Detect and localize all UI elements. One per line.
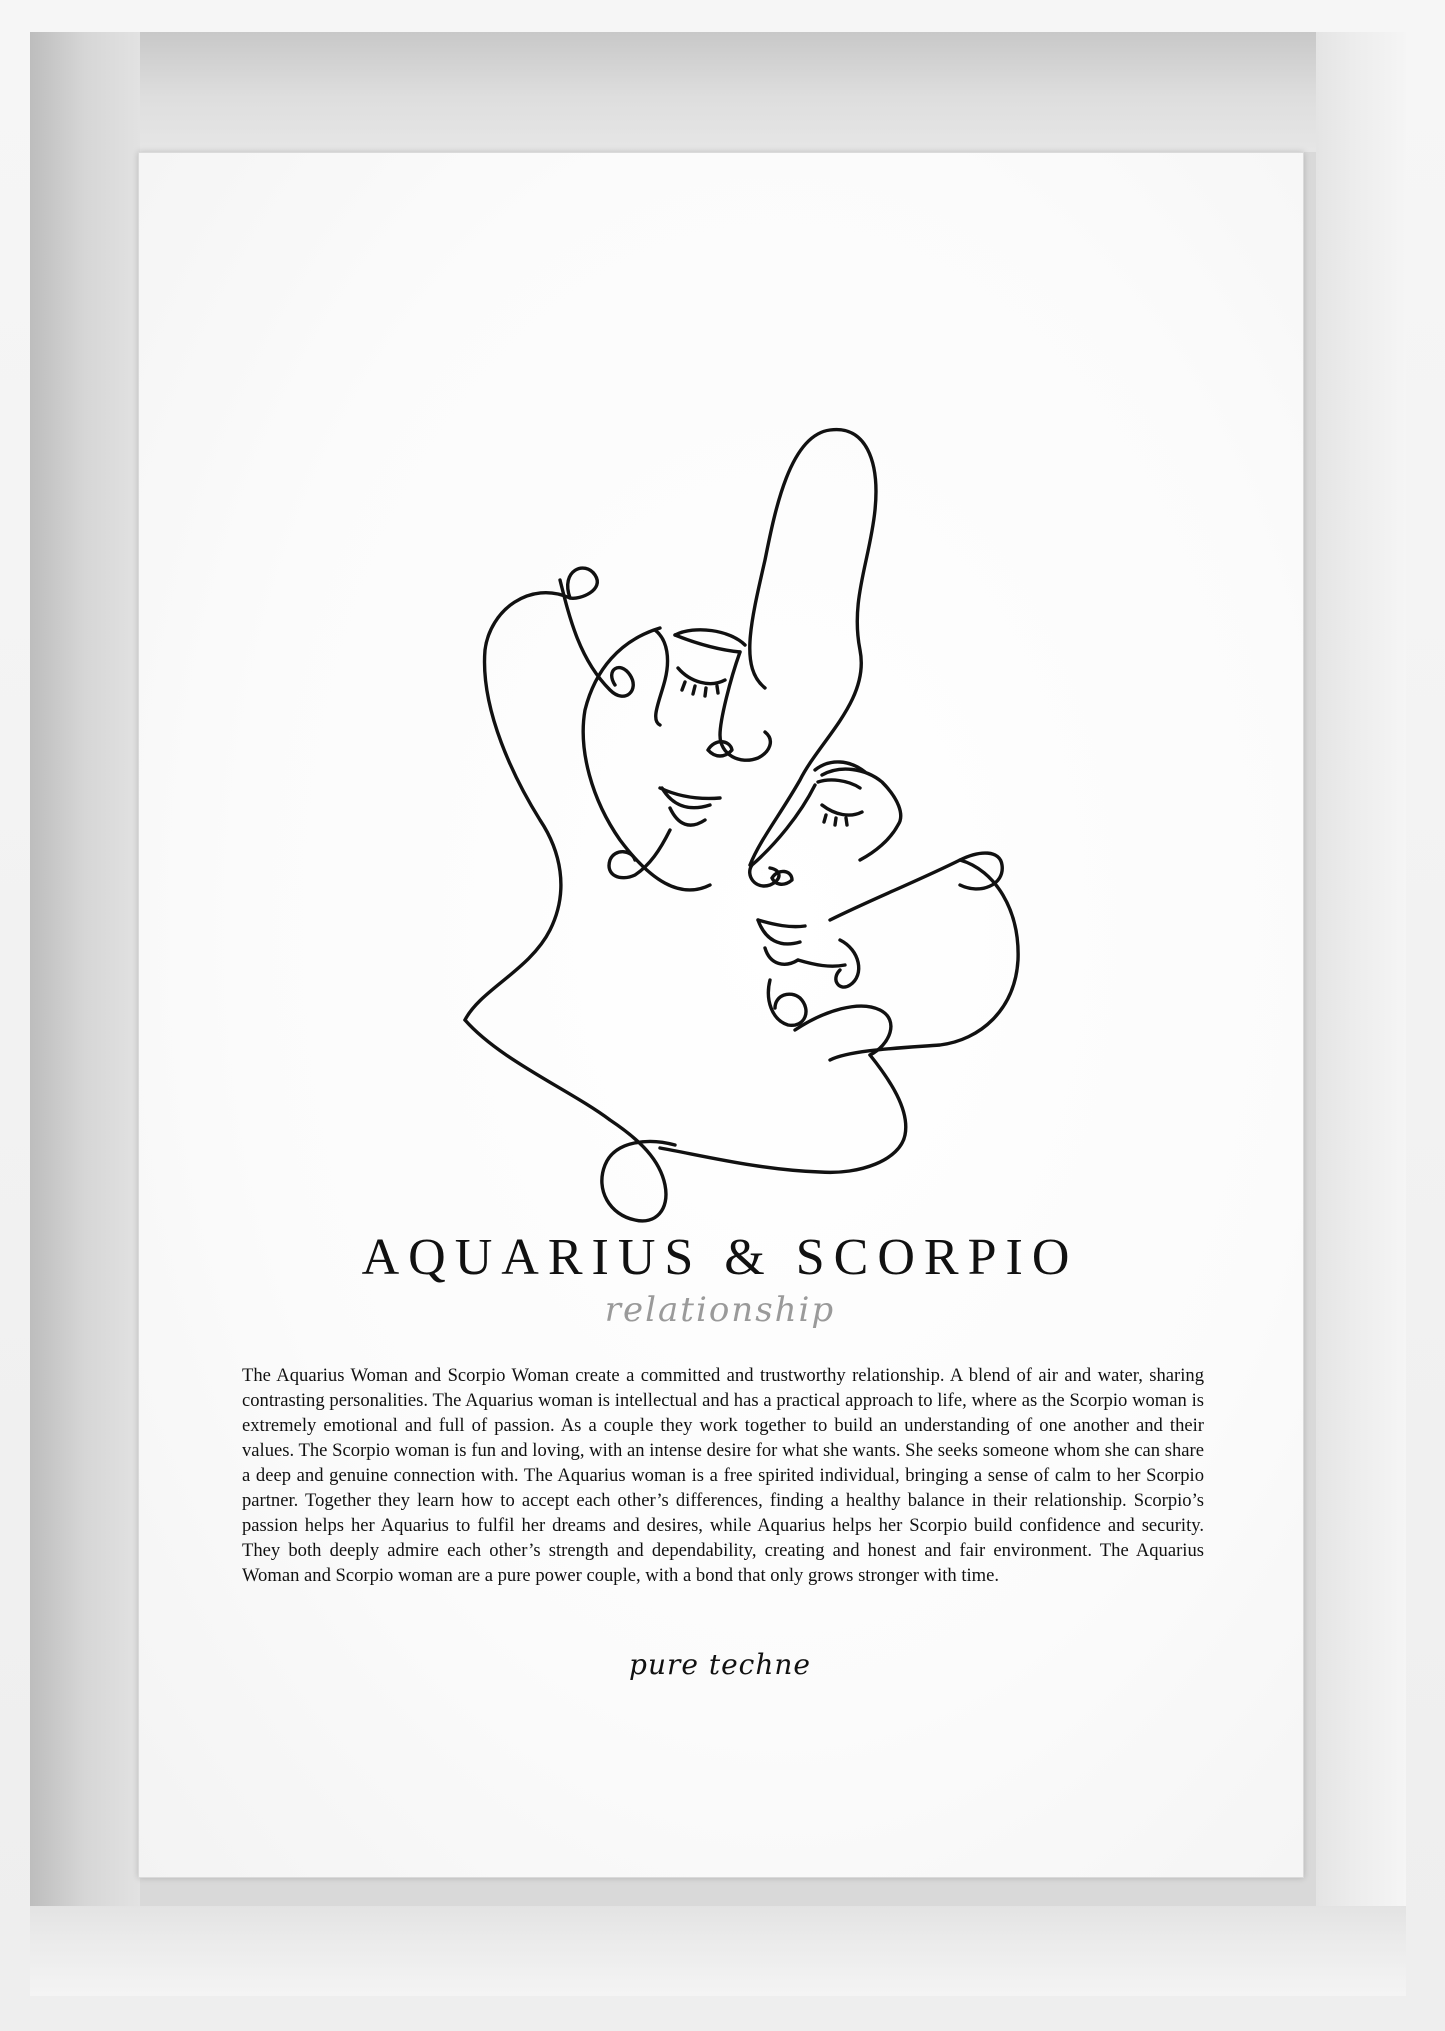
poster-title: AQUARIUS & SCORPIO (361, 1229, 1079, 1286)
frame-inner-left (30, 32, 140, 1996)
frame-inner-top (30, 32, 1406, 152)
frame-inner-bottom (30, 1906, 1406, 1996)
frame-inner-right (1316, 32, 1406, 1996)
line-art-two-faces-icon (420, 420, 1040, 1230)
poster-subtitle: relationship (604, 1290, 836, 1330)
brand-signature: pure techne (629, 1648, 811, 1681)
poster-description: The Aquarius Woman and Scorpio Woman create a committed and trustworthy relationship. A blend of air and water, sharing contrasting personalities. The Aquarius woman is intellectual and has a practical approach to life, where as the Scorpio woman is extremely emotional and full of passion. As a couple they work together to build an understanding of one another and their values. The Scorpio woman is fun and loving, with an intense desire for what she wants. She seeks someone whom she can share a deep and genuine connection with. The Aquarius woman is a free spirited individual, bringing a sense of calm to her Scorpio partner. Together they learn how to accept each other’s differences, finding a healthy balance in their relationship. Scorpio’s passion helps her Aquarius to fulfil her dreams and desires, while Aquarius helps her Scorpio build confidence and security. They both deeply admire each other’s strength and dependability, creating and honest and fair environment. The Aquarius Woman and Scorpio woman are a pure power couple, with a bond that only grows stronger with time. (242, 1365, 1204, 1586)
